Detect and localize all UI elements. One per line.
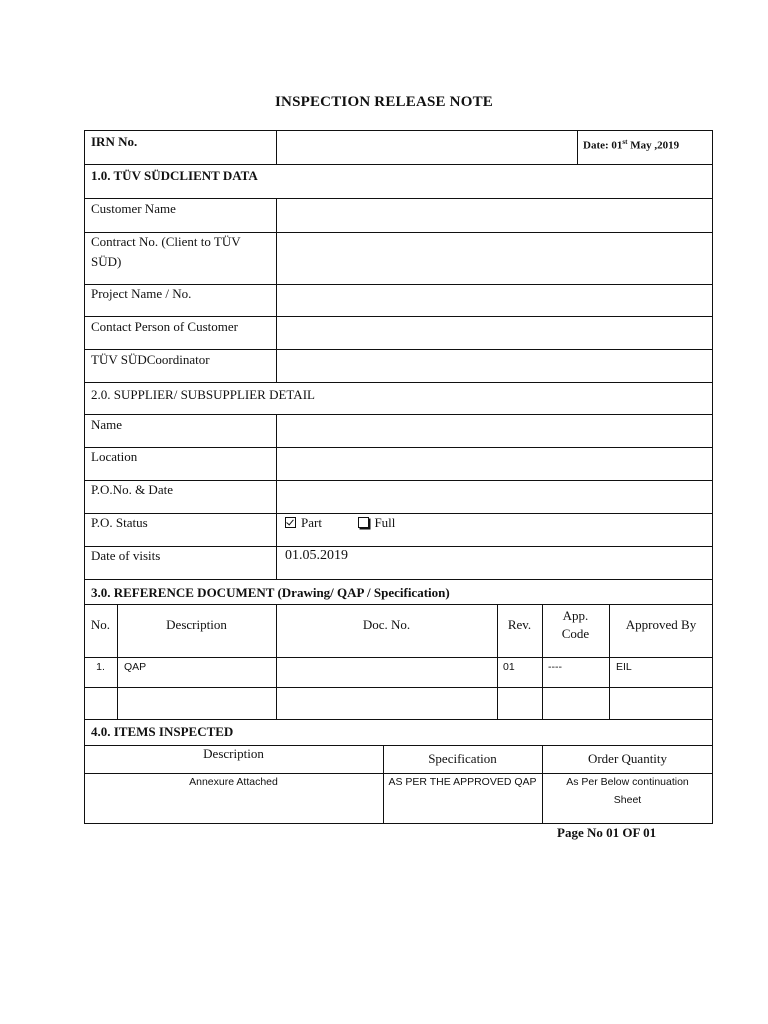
date-of-visits-value: 01.05.2019 (285, 548, 348, 563)
page-title: INSPECTION RELEASE NOTE (275, 94, 493, 110)
section2-heading: 2.0. SUPPLIER/ SUBSUPPLIER DETAIL (91, 387, 315, 402)
divider (84, 513, 713, 514)
divider (84, 198, 713, 199)
col-rev-header: Rev. (507, 617, 532, 632)
divider (84, 480, 713, 481)
col-app-code-header-line1: App. (562, 608, 589, 623)
po-status-options (285, 513, 395, 533)
divider (276, 414, 277, 579)
items-row-order-quantity-line1: As Per Below continuation (566, 776, 689, 788)
supplier-name-label: Name (91, 417, 123, 432)
irn-label: IRN No. (91, 134, 138, 149)
col-doc-no-header: Doc. No. (362, 617, 411, 632)
contract-no-label-line2: SÜD) (91, 254, 122, 269)
col-description-header: Description (166, 617, 227, 632)
col-app-code-header-line2: Code (561, 626, 590, 641)
divider (84, 447, 713, 448)
ref-row-rev: 01 (503, 661, 515, 673)
part-checkbox[interactable] (285, 517, 296, 528)
items-col-specification: Specification (428, 751, 497, 766)
divider (84, 579, 713, 580)
items-row-order-quantity-line2: Sheet (613, 794, 642, 806)
page-number: Page No 01 OF 01 (557, 825, 657, 840)
section1-heading: 1.0. TÜV SÜDCLIENT DATA (91, 168, 258, 183)
col-approved-by-header: Approved By (625, 617, 697, 632)
part-option-label: Part (301, 515, 322, 530)
project-name-label: Project Name / No. (91, 286, 192, 301)
po-date-label: P.O.No. & Date (91, 482, 173, 497)
section4-heading: 4.0. ITEMS INSPECTED (91, 724, 234, 739)
divider (577, 130, 578, 164)
col-no-header: No. (90, 617, 111, 632)
contact-person-label: Contact Person of Customer (91, 319, 238, 334)
ref-row-approved-by: EIL (616, 661, 632, 673)
divider (84, 687, 713, 688)
divider (84, 604, 713, 605)
items-col-order-quantity: Order Quantity (587, 751, 668, 766)
full-checkbox[interactable] (358, 517, 369, 528)
ref-row-app-code: ---- (548, 661, 562, 673)
items-row-specification: AS PER THE APPROVED QAP (388, 776, 537, 788)
ref-row-no: 1. (96, 661, 105, 673)
items-row-description: Annexure Attached (189, 776, 278, 788)
date-of-visits-label: Date of visits (91, 548, 161, 563)
customer-name-label: Customer Name (91, 201, 176, 216)
divider (84, 382, 713, 383)
date-field: Date: 01st May ,2019 (583, 138, 680, 152)
po-status-label: P.O. Status (91, 515, 148, 530)
full-option-label: Full (374, 515, 396, 530)
divider (84, 546, 713, 547)
items-col-description: Description (203, 746, 264, 761)
divider (84, 414, 713, 415)
coordinator-label: TÜV SÜDCoordinator (91, 352, 210, 367)
location-label: Location (91, 449, 138, 464)
ref-row-description: QAP (124, 661, 147, 673)
section3-heading: 3.0. REFERENCE DOCUMENT (Drawing/ QAP / Specification) (91, 585, 450, 600)
contract-no-label-line1: Contract No. (Client to TÜV (91, 234, 241, 249)
divider (276, 130, 277, 164)
divider (84, 164, 713, 165)
divider (84, 719, 713, 720)
divider (276, 198, 277, 382)
